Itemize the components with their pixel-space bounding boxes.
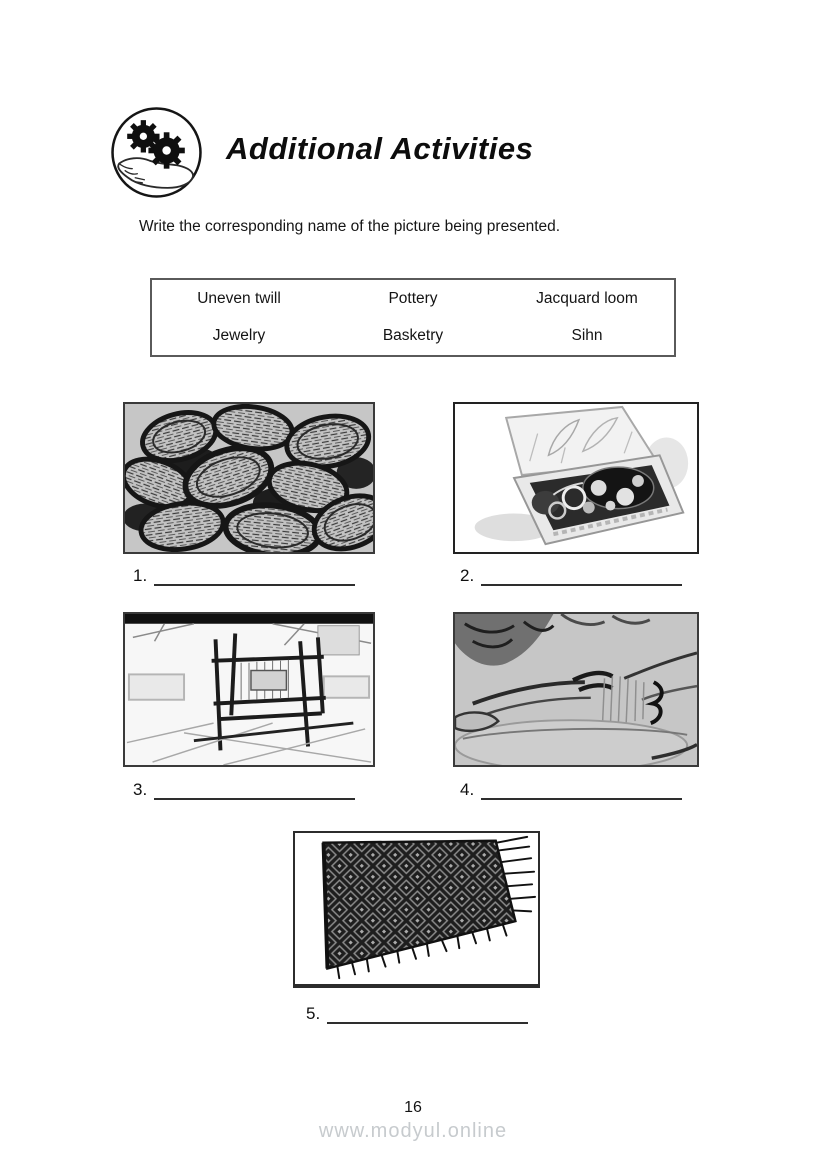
answer-blank-4 [481,781,682,800]
question-4-number: 4. [460,780,475,799]
question-1 [133,566,355,586]
word-bank-item: Pottery [388,289,438,307]
instruction-text: Write the corresponding name of the picture being presented. [139,218,561,235]
question-4 [460,780,682,800]
page-title: Additional Activities [226,131,534,166]
answer-blank-3 [154,781,355,800]
hand-holding-gears-icon [110,106,203,199]
figure-pottery-image [453,612,699,767]
question-1-number: 1. [133,566,148,585]
figure-basketry-image [123,402,375,554]
word-bank-item: Sihn [571,327,603,345]
question-5 [306,1004,528,1024]
question-2 [460,566,682,586]
word-bank-item: Jewelry [212,327,266,345]
word-bank-box [150,278,676,357]
word-bank-item: Jacquard loom [536,289,638,307]
answer-blank-5 [327,1005,528,1024]
figure-fabric-image [293,831,540,988]
question-2-number: 2. [460,566,475,585]
word-bank-item: Uneven twill [197,289,281,307]
question-3-number: 3. [133,780,148,799]
question-3 [133,780,355,800]
question-5-number: 5. [306,1004,321,1023]
word-bank-item: Basketry [382,327,444,345]
watermark-text: www.modyul.online [318,1120,508,1142]
figure-jewelry-image [453,402,699,554]
figure-loom-image [123,612,375,767]
page-number: 16 [404,1099,422,1116]
answer-blank-1 [154,567,355,586]
answer-blank-2 [481,567,682,586]
